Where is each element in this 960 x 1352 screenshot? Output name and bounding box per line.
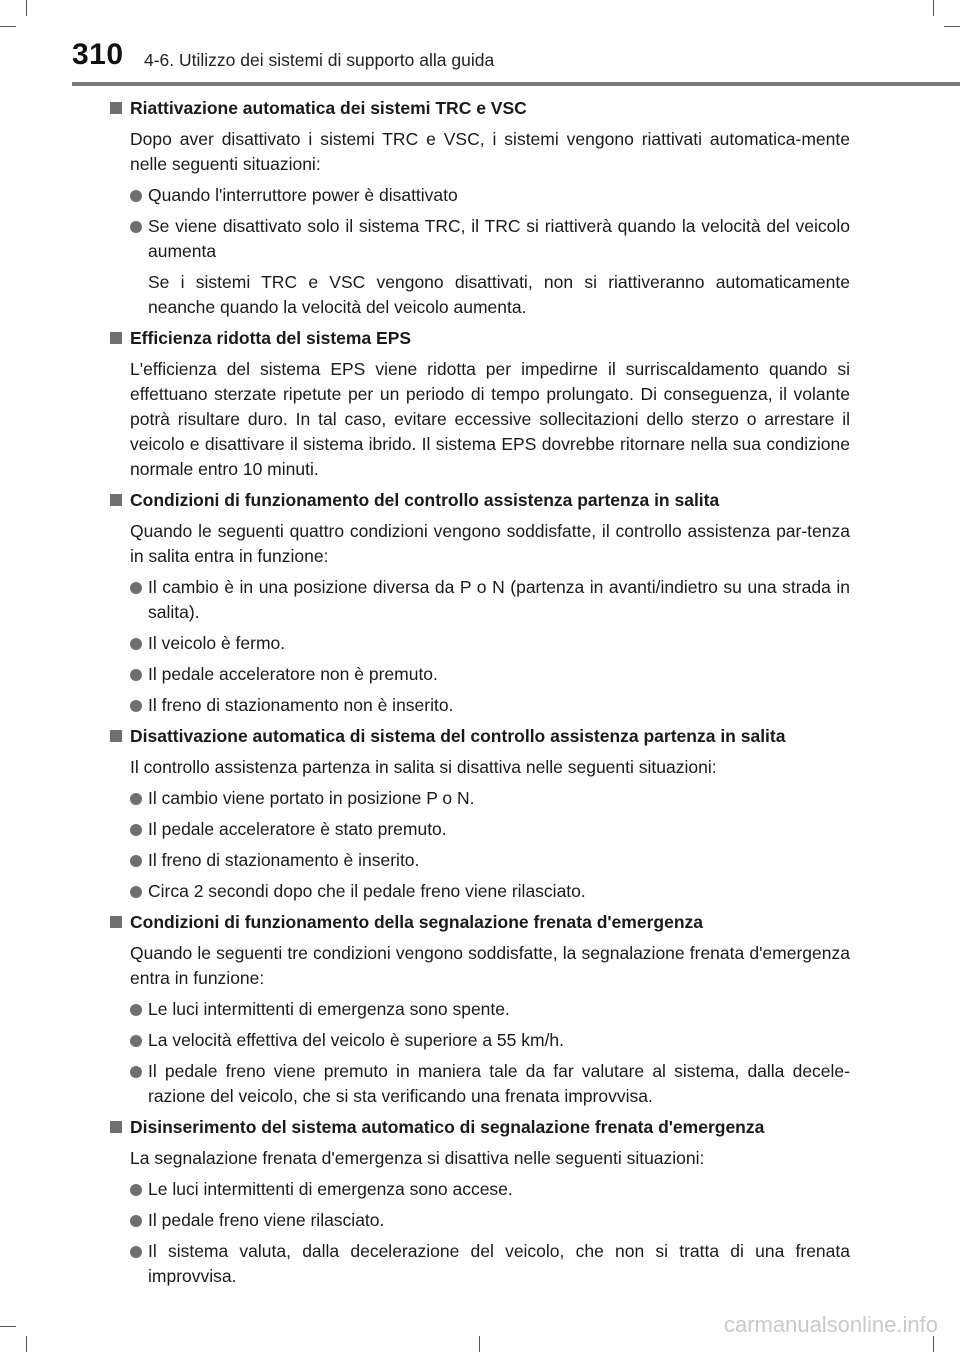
circle-bullet-icon	[130, 1215, 142, 1227]
heading-text: Condizioni di funzionamento del controllo assistenza partenza in salita	[130, 490, 720, 510]
page-header	[0, 0, 960, 86]
list-item	[130, 214, 850, 264]
heading-text: Disinserimento del sistema automatico di segnalazione frenata d'emergenza	[130, 1117, 765, 1137]
list-item	[130, 1059, 850, 1109]
circle-bullet-icon	[130, 1246, 142, 1258]
circle-bullet-icon	[130, 1004, 142, 1016]
section-heading	[110, 96, 850, 121]
list-item	[130, 1028, 850, 1053]
square-bullet-icon	[110, 332, 122, 344]
list-item	[130, 817, 850, 842]
square-bullet-icon	[110, 494, 122, 506]
circle-bullet-icon	[130, 582, 142, 594]
list-item	[130, 183, 850, 208]
list-item	[130, 575, 850, 625]
list-item-text: Circa 2 secondi dopo che il pedale freno viene rilasciato.	[148, 881, 586, 901]
watermark: carmanualsonline.info	[723, 1312, 938, 1337]
crop-mark	[933, 1336, 934, 1352]
list-item-text: Il veicolo è fermo.	[148, 633, 286, 653]
list-item-text: Il pedale freno viene premuto in maniera tale da far valutare al sistema, dalla decele-razione del veicolo, che si sta verificando una frenata improvvisa.	[148, 1061, 850, 1106]
heading-text: Disattivazione automatica di sistema del controllo assistenza partenza in salita	[130, 726, 786, 746]
section-heading	[110, 910, 850, 935]
crop-mark	[0, 1326, 16, 1327]
circle-bullet-icon	[130, 855, 142, 867]
circle-bullet-icon	[130, 190, 142, 202]
note-paragraph: Se i sistemi TRC e VSC vengono disattivati, non si riattiveranno automaticamente neanche quando la velocità del veicolo aumenta.	[148, 272, 850, 317]
list-item-text: La velocità effettiva del veicolo è superiore a 55 km/h.	[148, 1030, 565, 1050]
circle-bullet-icon	[130, 700, 142, 712]
circle-bullet-icon	[130, 1035, 142, 1047]
section-heading	[110, 1115, 850, 1140]
square-bullet-icon	[110, 916, 122, 928]
circle-bullet-icon	[130, 793, 142, 805]
list-item-text: Le luci intermittenti di emergenza sono spente.	[148, 999, 510, 1019]
list-item-text: Il cambio è in una posizione diversa da P o N (partenza in avanti/indietro su una strada in salita).	[148, 577, 850, 622]
paragraph: Quando le seguenti quattro condizioni vengono soddisfatte, il controllo assistenza par-tenza in salita entra in funzione:	[130, 521, 850, 566]
header-divider	[72, 82, 960, 86]
paragraph: Quando le seguenti tre condizioni vengono soddisfatte, la segnalazione frenata d'emergenza entra in funzione:	[130, 943, 850, 988]
list-item-text: Il pedale freno viene rilasciato.	[148, 1210, 385, 1230]
circle-bullet-icon	[130, 886, 142, 898]
list-item-text: Quando l'interruttore power è disattivato	[148, 185, 458, 205]
circle-bullet-icon	[130, 638, 142, 650]
paragraph: La segnalazione frenata d'emergenza si disattiva nelle seguenti situazioni:	[130, 1148, 705, 1168]
heading-text: Riattivazione automatica dei sistemi TRC e VSC	[130, 98, 527, 118]
list-item-text: Il pedale acceleratore non è premuto.	[148, 664, 438, 684]
list-item	[130, 879, 850, 904]
list-item	[130, 662, 850, 687]
paragraph: Il controllo assistenza partenza in salita si disattiva nelle seguenti situazioni:	[130, 757, 717, 777]
list-item	[130, 786, 850, 811]
section-title: 4-6. Utilizzo dei sistemi di supporto alla guida	[144, 50, 495, 70]
list-item-text: Il cambio viene portato in posizione P o N.	[148, 788, 475, 808]
page-content	[110, 96, 850, 1295]
list-item-text: Il freno di stazionamento è inserito.	[148, 850, 420, 870]
heading-text: Condizioni di funzionamento della segnalazione frenata d'emergenza	[130, 912, 703, 932]
list-item-text: Se viene disattivato solo il sistema TRC, il TRC si riattiverà quando la velocità del veicolo aumenta	[148, 216, 850, 261]
list-item	[130, 631, 850, 656]
heading-text: Efficienza ridotta del sistema EPS	[130, 328, 412, 348]
crop-mark	[479, 1336, 480, 1352]
circle-bullet-icon	[130, 669, 142, 681]
paragraph: Dopo aver disattivato i sistemi TRC e VSC, i sistemi vengono riattivati automatica-mente nelle seguenti situazioni:	[130, 129, 850, 174]
square-bullet-icon	[110, 730, 122, 742]
list-item	[130, 1177, 850, 1202]
square-bullet-icon	[110, 1121, 122, 1133]
circle-bullet-icon	[130, 1184, 142, 1196]
list-item-text: Il freno di stazionamento non è inserito.	[148, 695, 454, 715]
list-item-text: Il pedale acceleratore è stato premuto.	[148, 819, 447, 839]
circle-bullet-icon	[130, 221, 142, 233]
list-item	[130, 693, 850, 718]
circle-bullet-icon	[130, 1066, 142, 1078]
crop-mark	[26, 1336, 27, 1352]
list-item	[130, 997, 850, 1022]
circle-bullet-icon	[130, 824, 142, 836]
list-item-text: Le luci intermittenti di emergenza sono accese.	[148, 1179, 513, 1199]
list-item	[130, 848, 850, 873]
list-item	[130, 1208, 850, 1233]
page-number: 310	[72, 38, 124, 71]
square-bullet-icon	[110, 102, 122, 114]
list-item-text: Il sistema valuta, dalla decelerazione del veicolo, che non si tratta di una frenata improvvisa.	[148, 1241, 850, 1286]
section-heading	[110, 724, 850, 749]
list-item	[130, 1239, 850, 1289]
paragraph: L'efficienza del sistema EPS viene ridotta per impedirne il surriscaldamento quando si effettuano sterzate ripetute per un periodo di tempo prolungato. Di conseguenza, il volante potrà risultare duro. In tal caso, evitare eccessive sollecitazioni dello sterzo o arrestare il veicolo e disattivare il sistema ibrido. Il sistema EPS dovrebbe ritornare nella sua condizione normale entro 10 minuti.	[130, 359, 850, 479]
section-heading	[110, 488, 850, 513]
section-heading	[110, 326, 850, 351]
